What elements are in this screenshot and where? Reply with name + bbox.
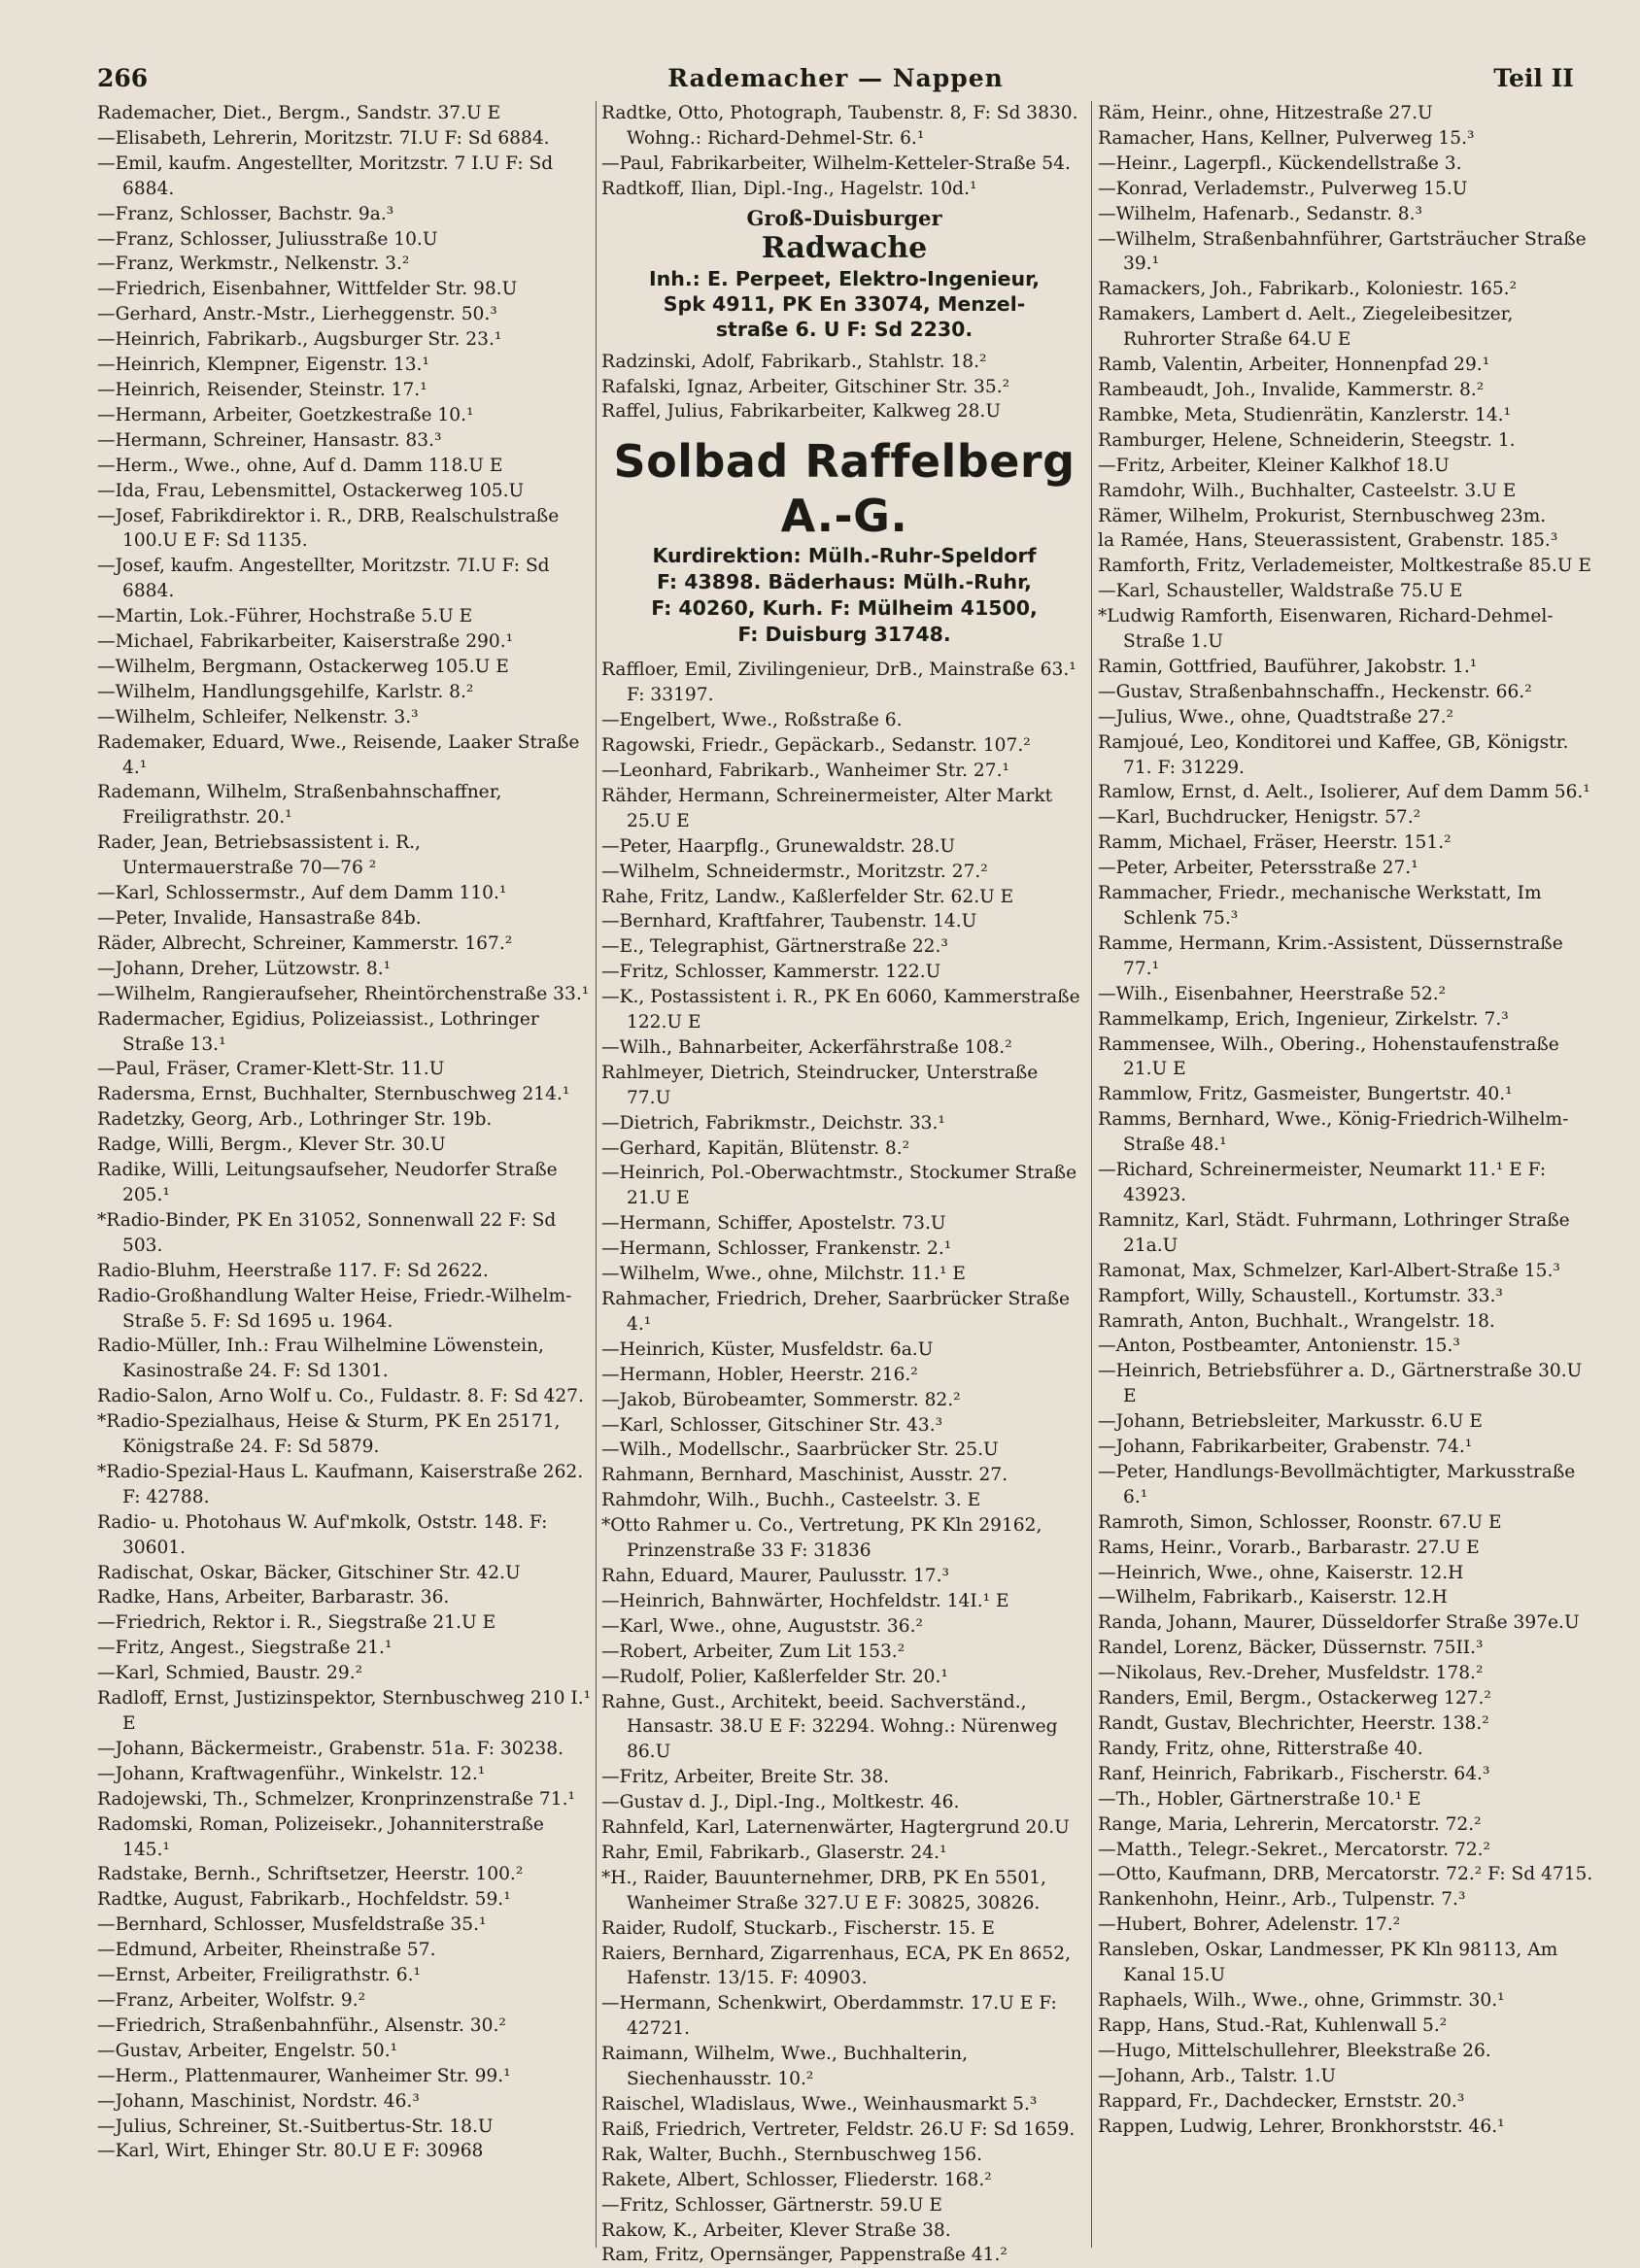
directory-entry: Ramackers, Joh., Fabrikarb., Koloniestr. 165.² <box>1098 279 1518 300</box>
ad-line: Inh.: E. Perpeet, Elektro-Ingenieur, <box>649 266 1040 290</box>
directory-entry: Rammensee, Wilh., Obering., Hohenstaufenstraße 21.U E <box>1098 1033 1559 1080</box>
directory-entry: —Johann, Dreher, Lützowstr. 8.¹ <box>97 958 392 979</box>
directory-entry: —Julius, Wwe., ohne, Quadtstraße 27.² <box>1098 706 1454 728</box>
directory-entry: Räder, Albrecht, Schreiner, Kammerstr. 167.² <box>97 932 513 954</box>
directory-entry: Ramrath, Anton, Buchhalt., Wrangelstr. 18. <box>1098 1310 1495 1332</box>
directory-entry: Ramakers, Lambert d. Aelt., Ziegeleibesitzer, Ruhrorter Straße 64.U E <box>1098 304 1514 351</box>
directory-entry: Raiß, Friedrich, Vertreter, Feldstr. 26.U F: Sd 1659. <box>601 2118 1076 2140</box>
page-number: 266 <box>97 64 149 92</box>
directory-entry: —Karl, Schlossermstr., Auf dem Damm 110.¹ <box>97 883 507 904</box>
directory-entry: —Nikolaus, Rev.-Dreher, Musfeldstr. 178.² <box>1098 1663 1484 1684</box>
directory-entry: —Johann, Bäckermeistr., Grabenstr. 51a. F: 30238. <box>97 1738 564 1759</box>
directory-entry: —Peter, Invalide, Hansastraße 84b. <box>97 908 422 929</box>
directory-entry: —Hubert, Bohrer, Adelenstr. 17.² <box>1098 1914 1401 1936</box>
directory-entry: Raischel, Wladislaus, Wwe., Weinhausmarkt 5.³ <box>601 2094 1038 2115</box>
directory-entry: —Hermann, Schiffer, Apostelstr. 73.U <box>601 1213 946 1235</box>
directory-entry: —Hermann, Schlosser, Frankenstr. 2.¹ <box>601 1238 952 1260</box>
directory-entry: —Leonhard, Fabrikarb., Wanheimer Str. 27.¹ <box>601 760 1009 781</box>
directory-entry: Ramm, Michael, Fräser, Heerstr. 151.² <box>1098 832 1452 854</box>
directory-entry: Rakete, Albert, Schlosser, Fliederstr. 168.² <box>601 2169 992 2190</box>
directory-entry: —Martin, Lok.-Führer, Hochstraße 5.U E <box>97 606 473 627</box>
directory-entry: —Fritz, Arbeiter, Breite Str. 38. <box>601 1767 890 1788</box>
directory-entry: —Hermann, Arbeiter, Goetzkestraße 10.¹ <box>97 404 474 425</box>
directory-entry: —Wilh., Eisenbahner, Heerstraße 52.² <box>1098 983 1447 1004</box>
directory-entry: —Rudolf, Polier, Kaßlerfelder Str. 20.¹ <box>601 1666 948 1687</box>
advertisement-solbad <box>601 434 1087 648</box>
directory-entry: Raider, Rudolf, Stuckarb., Fischerstr. 15. E <box>601 1917 995 1939</box>
directory-entry: Radstake, Bernh., Schriftsetzer, Heerstr. 100.² <box>97 1864 524 1885</box>
directory-entry: —Wilhelm, Bergmann, Ostackerweg 105.U E <box>97 656 509 677</box>
directory-entry: —Hermann, Schenkwirt, Oberdammstr. 17.U E F: 42721. <box>601 1993 1057 2040</box>
directory-entry: —Franz, Arbeiter, Wolfstr. 9.² <box>97 1989 366 2011</box>
directory-entry: —Hugo, Mittelschullehrer, Bleekstraße 26. <box>1098 2040 1491 2061</box>
directory-entry: —Heinrich, Fabrikarb., Augsburger Str. 23.¹ <box>97 329 502 351</box>
directory-entry: Rahne, Gust., Architekt, beeid. Sachverständ., Hansastr. 38.U E F: 32294. Wohng.: Nürenweg 86.U <box>601 1691 1058 1763</box>
directory-entry: Rahmann, Bernhard, Maschinist, Ausstr. 27. <box>601 1465 1008 1486</box>
directory-entry: Rahlmeyer, Dietrich, Steindrucker, Unterstraße 77.U <box>601 1062 1039 1108</box>
ad-line: Spk 4911, PK En 33074, Menzel- <box>663 291 1026 316</box>
directory-entry: —Heinr., Lagerpfl., Kückendellstraße 3. <box>1098 152 1462 174</box>
ad-line: F: 40260, Kurh. F: Mülheim 41500, <box>651 596 1038 621</box>
directory-entry: —Paul, Fabrikarbeiter, Wilhelm-Ketteler-Straße 54. <box>601 152 1071 174</box>
directory-entry: —Heinrich, Klempner, Eigenstr. 13.¹ <box>97 355 429 376</box>
column-divider <box>596 101 597 2248</box>
directory-entry: Rahnfeld, Karl, Laternenwärter, Hagtergrund 20.U <box>601 1817 1070 1839</box>
directory-entry: —Karl, Schausteller, Waldstraße 75.U E <box>1098 581 1463 602</box>
directory-entry: Rammelkamp, Erich, Ingenieur, Zirkelstr. 7.³ <box>1098 1008 1509 1030</box>
directory-entry: —Heinrich, Pol.-Oberwachtmstr., Stockumer Straße 21.U E <box>601 1163 1077 1209</box>
directory-entry: —Heinrich, Betriebsführer a. D., Gärtnerstraße 30.U E <box>1098 1361 1583 1407</box>
directory-entry: —Friedrich, Eisenbahner, Wittfelder Str. 98.U <box>97 279 518 300</box>
directory-entry: Rak, Walter, Buchh., Sternbuschweg 156. <box>601 2144 983 2165</box>
directory-entry: Radischat, Oskar, Bäcker, Gitschiner Str. 42.U <box>97 1562 521 1583</box>
directory-entry: —Johann, Kraftwagenführ., Winkelstr. 12.¹ <box>97 1763 486 1784</box>
directory-entry: Ramburger, Helene, Schneiderin, Steegstr. 1. <box>1098 429 1516 451</box>
directory-entry: Rampfort, Willy, Schaustell., Kortumstr. 33.³ <box>1098 1285 1503 1306</box>
directory-entry: —Ernst, Arbeiter, Freiligrathstr. 6.¹ <box>97 1965 422 1986</box>
directory-entry: Rapp, Hans, Stud.-Rat, Kuhlenwall 5.² <box>1098 2014 1448 2036</box>
directory-entry: —Konrad, Verlademstr., Pulverweg 15.U <box>1098 178 1468 199</box>
directory-entry: Raimann, Wilhelm, Wwe., Buchhalterin, Siechenhausstr. 10.² <box>601 2044 968 2090</box>
advertisement-radwache <box>601 206 1087 342</box>
directory-entry: —Karl, Wirt, Ehinger Str. 80.U E F: 30968 <box>97 2141 484 2162</box>
directory-entry: Radio-Salon, Arno Wolf u. Co., Fuldastr. 8. F: Sd 427. <box>97 1386 584 1407</box>
directory-entry: Radio-Bluhm, Heerstraße 117. F: Sd 2622. <box>97 1260 489 1281</box>
ad-line: Kurdirektion: Mülh.-Ruhr-Speldorf <box>652 544 1037 568</box>
directory-entry: *H., Raider, Bauunternehmer, DRB, PK En 5501, Wanheimer Straße 327.U E F: 30825, 30826. <box>601 1867 1046 1913</box>
column-divider <box>1091 101 1092 2248</box>
page-header <box>97 64 1574 97</box>
directory-entry: —Gerhard, Anstr.-Mstr., Lierheggenstr. 50.³ <box>97 304 497 325</box>
directory-entry: Ramme, Hermann, Krim.-Assistent, Düssernstraße 77.¹ <box>1098 932 1563 979</box>
directory-entry: Ram, Fritz, Opernsänger, Pappenstraße 41.² <box>601 2245 1008 2266</box>
directory-entry: Ramb, Valentin, Arbeiter, Honnenpfad 29.¹ <box>1098 355 1490 376</box>
directory-entry: —Wilhelm, Fabrikarb., Kaiserstr. 12.H <box>1098 1587 1448 1608</box>
directory-entry: Ramnitz, Karl, Städt. Fuhrmann, Lothringer Straße 21a.U <box>1098 1209 1570 1256</box>
directory-entry: —Fritz, Schlosser, Gärtnerstr. 59.U E <box>601 2194 943 2216</box>
directory-entry: Rademaker, Eduard, Wwe., Reisende, Laaker Straße 4.¹ <box>97 731 580 778</box>
directory-entry: Rähder, Hermann, Schreinermeister, Alter Markt 25.U E <box>601 785 1053 831</box>
directory-entry: Radio-Großhandlung Walter Heise, Friedr.-Wilhelm-Straße 5. F: Sd 1695 u. 1964. <box>97 1285 572 1332</box>
directory-entry: —Gustav d. J., Dipl.-Ing., Moltkestr. 46. <box>601 1792 960 1813</box>
directory-entry: Räm, Heinr., ohne, Hitzestraße 27.U <box>1098 103 1433 123</box>
entry-group <box>601 350 1087 425</box>
directory-entry: —Wilhelm, Hafenarb., Sedanstr. 8.³ <box>1098 203 1422 224</box>
directory-entry: Ramforth, Fritz, Verlademeister, Moltkestraße 85.U E <box>1098 556 1591 577</box>
directory-entry: —Hermann, Hobler, Heerstr. 216.² <box>601 1364 918 1385</box>
directory-entry: Radio- u. Photohaus W. Auf'mkolk, Oststr. 148. F: 30601. <box>97 1511 548 1558</box>
directory-entry: Rakow, K., Arbeiter, Klever Straße 38. <box>601 2219 951 2241</box>
directory-entry: —Edmund, Arbeiter, Rheinstraße 57. <box>97 1940 436 1961</box>
volume-part: Teil II <box>1493 64 1574 92</box>
directory-entry: Rammacher, Friedr., mechanische Werkstatt, Im Schlenk 75.³ <box>1098 883 1542 929</box>
directory-entry: —Robert, Arbeiter, Zum Lit 153.² <box>601 1641 905 1662</box>
directory-entry: —Jakob, Bürobeamter, Sommerstr. 82.² <box>601 1389 961 1410</box>
directory-entry: —Richard, Schreinermeister, Neumarkt 11.¹ E F: 43923. <box>1098 1160 1547 1205</box>
directory-entry: —Hermann, Schreiner, Hansastr. 83.³ <box>97 429 442 451</box>
directory-entry: —Friedrich, Straßenbahnführ., Alsenstr. 30.² <box>97 2014 506 2036</box>
directory-entry: —Fritz, Schlosser, Kammerstr. 122.U <box>601 962 941 983</box>
directory-entry: —Otto, Kaufmann, DRB, Mercatorstr. 72.² F: Sd 4715. <box>1098 1864 1593 1885</box>
directory-entry: —Franz, Schlosser, Bachstr. 9a.³ <box>97 203 394 224</box>
directory-entry: Raffloer, Emil, Zivilingenieur, DrB., Mainstraße 63.¹ F: 33197. <box>601 660 1076 706</box>
directory-entry: Raphaels, Wilh., Wwe., ohne, Grimmstr. 30.¹ <box>1098 1989 1505 2011</box>
ad-line: F: Duisburg 31748. <box>737 623 951 647</box>
directory-entry: —Peter, Haarpflg., Grunewaldstr. 28.U <box>601 835 956 857</box>
directory-entry: Rahr, Emil, Fabrikarb., Glaserstr. 24.¹ <box>601 1842 947 1863</box>
entry-group <box>601 658 1087 2268</box>
directory-entry: —Dietrich, Fabrikmstr., Deichstr. 33.¹ <box>601 1112 945 1134</box>
directory-entry: —Heinrich, Bahnwärter, Hochfeldstr. 14I.¹ E <box>601 1590 1009 1611</box>
directory-entry: Radke, Hans, Arbeiter, Barbarastr. 36. <box>97 1587 450 1608</box>
directory-entry: Ramms, Bernhard, Wwe., König-Friedrich-Wilhelm-Straße 48.¹ <box>1098 1109 1569 1156</box>
directory-entry: —Wilhelm, Handlungsgehilfe, Karlstr. 8.² <box>97 681 474 702</box>
directory-entry: *Otto Rahmer u. Co., Vertretung, PK Kln 29162, Prinzenstraße 33 F: 31836 <box>601 1515 1042 1562</box>
directory-entry: —E., Telegraphist, Gärtnerstraße 22.³ <box>601 936 948 958</box>
directory-entry: Ramroth, Simon, Schlosser, Roonstr. 67.U E <box>1098 1511 1502 1533</box>
directory-entry: *Radio-Binder, PK En 31052, Sonnenwall 22 F: Sd 503. <box>97 1209 557 1256</box>
directory-entry: —Johann, Arb., Talstr. 1.U <box>1098 2065 1337 2086</box>
directory-entry: Raiers, Bernhard, Zigarrenhaus, ECA, PK En 8652, Hafenstr. 13/15. F: 40903. <box>601 1943 1071 1989</box>
directory-entry: Rankenhohn, Heinr., Arb., Tulpenstr. 7.³ <box>1098 1889 1466 1911</box>
directory-entry: —Josef, kaufm. Angestellter, Moritzstr. 7I.U F: Sd 6884. <box>97 556 550 602</box>
directory-entry: Rambeaudt, Joh., Invalide, Kammerstr. 8.² <box>1098 379 1485 400</box>
directory-entry: Rahe, Fritz, Landw., Kaßlerfelder Str. 62.U E <box>601 886 1014 907</box>
directory-entry: —Michael, Fabrikarbeiter, Kaiserstraße 290.¹ <box>97 631 514 653</box>
directory-entry: —Franz, Schlosser, Juliusstraße 10.U <box>97 228 438 250</box>
directory-entry: —Fritz, Arbeiter, Kleiner Kalkhof 18.U <box>1098 455 1450 476</box>
directory-entry: —Bernhard, Kraftfahrer, Taubenstr. 14.U <box>601 911 977 932</box>
directory-entry: Radersma, Ernst, Buchhalter, Sternbuschweg 214.¹ <box>97 1084 570 1105</box>
ad-line: straße 6. U F: Sd 2230. <box>715 317 974 341</box>
ad-line: F: 43898. Bäderhaus: Mülh.-Ruhr, <box>657 570 1032 594</box>
directory-entry: —Wilh., Bahnarbeiter, Ackerfährstraße 108.² <box>601 1036 1012 1058</box>
directory-entry: —Gustav, Arbeiter, Engelstr. 50.¹ <box>97 2040 398 2061</box>
directory-entry: —Friedrich, Rektor i. R., Siegstraße 21.U E <box>97 1612 496 1634</box>
column-left <box>97 101 595 2248</box>
page-range-title: Rademacher — Nappen <box>667 64 1004 92</box>
directory-entry: Radloff, Ernst, Justizinspektor, Sternbuschweg 210 I.¹ E <box>97 1688 592 1734</box>
directory-entry: Rams, Heinr., Vorarb., Barbarastr. 27.U E <box>1098 1537 1480 1558</box>
directory-entry: Rappard, Fr., Dachdecker, Ernststr. 20.³ <box>1098 2090 1465 2112</box>
directory-entry: Ramlow, Ernst, d. Aelt., Isolierer, Auf dem Damm 56.¹ <box>1098 782 1590 803</box>
directory-entry: —Gerhard, Kapitän, Blütenstr. 8.² <box>601 1137 910 1159</box>
directory-entry: Ramacher, Hans, Kellner, Pulverweg 15.³ <box>1098 127 1475 149</box>
directory-entry: Radermacher, Egidius, Polizeiassist., Lothringer Straße 13.¹ <box>97 1008 539 1055</box>
directory-entry: —Karl, Schmied, Baustr. 29.² <box>97 1663 363 1684</box>
directory-entry: Radomski, Roman, Polizeisekr., Johanniterstraße 145.¹ <box>97 1813 544 1860</box>
ad-headline: Solbad Raffelberg A.-G. <box>613 435 1076 543</box>
directory-entry: Rämer, Wilhelm, Prokurist, Sternbuschweg 23m. <box>1098 505 1547 526</box>
ad-headline: Radwache <box>761 230 928 265</box>
directory-entry: —Wilhelm, Wwe., ohne, Milchstr. 11.¹ E <box>601 1264 966 1285</box>
directory-entry: —Wilhelm, Schneidermstr., Moritzstr. 27.² <box>601 861 988 882</box>
ad-line: Groß-Duisburger <box>746 205 942 230</box>
directory-entry: Ranf, Heinrich, Fabrikarb., Fischerstr. 64.³ <box>1098 1763 1490 1784</box>
directory-entry: Ramdohr, Wilh., Buchhalter, Casteelstr. 3.U E <box>1098 480 1517 501</box>
directory-entry: Range, Maria, Lehrerin, Mercatorstr. 72.² <box>1098 1813 1482 1835</box>
directory-entry: Randt, Gustav, Blechrichter, Heerstr. 138.² <box>1098 1713 1489 1734</box>
directory-entry: Randa, Johann, Maurer, Düsseldorfer Straße 397e.U <box>1098 1612 1580 1634</box>
directory-entry: Ramjoué, Leo, Konditorei und Kaffee, GB, Königstr. 71. F: 31229. <box>1098 731 1569 778</box>
directory-entry: —Ida, Frau, Lebensmittel, Ostackerweg 105.U <box>97 480 525 501</box>
directory-entry: Rahmdohr, Wilh., Buchh., Casteelstr. 3. E <box>601 1490 981 1511</box>
directory-entry: Radojewski, Th., Schmelzer, Kronprinzenstraße 71.¹ <box>97 1788 575 1810</box>
directory-entry: —K., Postassistent i. R., PK En 6060, Kammerstraße 122.U E <box>601 987 1080 1033</box>
directory-entry: —Heinrich, Wwe., ohne, Kaiserstr. 12.H <box>1098 1562 1464 1583</box>
directory-entry: —Paul, Fräser, Cramer-Klett-Str. 11.U <box>97 1059 445 1080</box>
directory-entry: —Franz, Werkmstr., Nelkenstr. 3.² <box>97 254 410 275</box>
directory-entry: Rambke, Meta, Studienrätin, Kanzlerstr. 14.¹ <box>1098 404 1512 425</box>
directory-entry: Rammlow, Fritz, Gasmeister, Bungertstr. 40.¹ <box>1098 1084 1513 1105</box>
directory-entry: Rademacher, Diet., Bergm., Sandstr. 37.U E <box>97 103 501 123</box>
directory-entry: —Gustav, Straßenbahnschaffn., Heckenstr. 66.² <box>1098 681 1532 702</box>
directory-entry: —Engelbert, Wwe., Roßstraße 6. <box>601 710 903 731</box>
column-right <box>1098 101 1593 2248</box>
directory-entry: —Herm., Wwe., ohne, Auf d. Damm 118.U E <box>97 455 503 476</box>
directory-entry: —Matth., Telegr.-Sekret., Mercatorstr. 72.² <box>1098 1839 1491 1860</box>
directory-entry: —Peter, Arbeiter, Petersstraße 27.¹ <box>1098 858 1418 879</box>
directory-entry: Ramonat, Max, Schmelzer, Karl-Albert-Straße 15.³ <box>1098 1260 1560 1281</box>
directory-entry: —Heinrich, Reisender, Steinstr. 17.¹ <box>97 379 427 400</box>
directory-entry: —Emil, kaufm. Angestellter, Moritzstr. 7 I.U F: Sd 6884. <box>97 152 554 199</box>
directory-entry: —Wilhelm, Straßenbahnführer, Gartsträucher Straße 39.¹ <box>1098 228 1587 275</box>
directory-entry: *Radio-Spezialhaus, Heise & Sturm, PK En 25171, Königstraße 24. F: Sd 5879. <box>97 1411 561 1458</box>
directory-entry: Randers, Emil, Bergm., Ostackerweg 127.² <box>1098 1688 1491 1709</box>
directory-entry: Radetzky, Georg, Arb., Lothringer Str. 19b. <box>97 1109 493 1131</box>
directory-entry: la Ramée, Hans, Steuerassistent, Grabenstr. 185.³ <box>1098 530 1558 552</box>
directory-entry: Ransleben, Oskar, Landmesser, PK Kln 98113, Am Kanal 15.U <box>1098 1940 1558 1986</box>
directory-entry: —Wilhelm, Rangieraufseher, Rheintörchenstraße 33.¹ <box>97 983 590 1004</box>
directory-entry: Radge, Willi, Bergm., Klever Str. 30.U <box>97 1134 446 1156</box>
directory-entry: *Radio-Spezial-Haus L. Kaufmann, Kaiserstraße 262. F: 42788. <box>97 1461 584 1507</box>
directory-entry: Rahmacher, Friedrich, Dreher, Saarbrücker Straße 4.¹ <box>601 1289 1071 1335</box>
directory-entry: —Th., Hobler, Gärtnerstraße 10.¹ E <box>1098 1788 1421 1810</box>
directory-entry: —Peter, Handlungs-Bevollmächtigter, Markusstraße 6.¹ <box>1098 1461 1576 1507</box>
directory-entry: —Johann, Betriebsleiter, Markusstr. 6.U E <box>1098 1411 1483 1433</box>
directory-entry: Ramin, Gottfried, Bauführer, Jakobstr. 1.¹ <box>1098 656 1478 677</box>
directory-entry: —Karl, Wwe., ohne, Auguststr. 36.² <box>601 1615 923 1637</box>
directory-entry: Rahn, Eduard, Maurer, Paulusstr. 17.³ <box>601 1565 949 1586</box>
column-middle <box>601 101 1087 2266</box>
directory-entry: Ragowski, Friedr., Gepäckarb., Sedanstr. 107.² <box>601 735 1031 757</box>
directory-entry: Radzinski, Adolf, Fabrikarb., Stahlstr. 18.² <box>601 351 987 372</box>
directory-entry: —Anton, Postbeamter, Antonienstr. 15.³ <box>1098 1336 1460 1357</box>
directory-entry: —Herm., Plattenmaurer, Wanheimer Str. 99.¹ <box>97 2065 511 2086</box>
directory-entry: Rappen, Ludwig, Lehrer, Bronkhorststr. 46.¹ <box>1098 2116 1505 2137</box>
directory-entry: Rafalski, Ignaz, Arbeiter, Gitschiner Str. 35.² <box>601 376 1010 397</box>
directory-entry: Radtke, August, Fabrikarb., Hochfeldstr. 59.¹ <box>97 1889 511 1911</box>
directory-entry: Radtke, Otto, Photograph, Taubenstr. 8, F: Sd 3830. Wohng.: Richard-Dehmel-Str. 6.¹ <box>601 103 1078 149</box>
directory-entry: —Johann, Fabrikarbeiter, Grabenstr. 74.¹ <box>1098 1437 1473 1458</box>
directory-entry: Rader, Jean, Betriebsassistent i. R., Untermauerstraße 70—76 ² <box>97 832 421 879</box>
directory-entry: —Johann, Maschinist, Nordstr. 46.³ <box>97 2090 420 2112</box>
directory-entry: Randel, Lorenz, Bäcker, Düssernstr. 75II.³ <box>1098 1638 1484 1659</box>
entry-group <box>601 101 1087 202</box>
directory-entry: —Josef, Fabrikdirektor i. R., DRB, Realschulstraße 100.U E F: Sd 1135. <box>97 505 560 552</box>
directory-entry: —Karl, Schlosser, Gitschiner Str. 43.³ <box>601 1414 943 1436</box>
directory-entry: —Elisabeth, Lehrerin, Moritzstr. 7I.U F: Sd 6884. <box>97 127 550 149</box>
directory-entry: —Karl, Buchdrucker, Henigstr. 57.² <box>1098 807 1421 829</box>
directory-entry: Rademann, Wilhelm, Straßenbahnschaffner, Freiligrathstr. 20.¹ <box>97 782 502 829</box>
directory-entry: —Fritz, Angest., Siegstraße 21.¹ <box>97 1638 393 1659</box>
directory-entry: Radio-Müller, Inh.: Frau Wilhelmine Löwenstein, Kasinostraße 24. F: Sd 1301. <box>97 1336 544 1382</box>
directory-entry: Raffel, Julius, Fabrikarbeiter, Kalkweg 28.U <box>601 401 1002 423</box>
directory-entry: Radike, Willi, Leitungsaufseher, Neudorfer Straße 205.¹ <box>97 1160 558 1205</box>
directory-entry: —Wilhelm, Schleifer, Nelkenstr. 3.³ <box>97 706 419 728</box>
directory-entry: *Ludwig Ramforth, Eisenwaren, Richard-Dehmel-Straße 1.U <box>1098 606 1554 653</box>
directory-entry: Radtkoff, Ilian, Dipl.-Ing., Hagelstr. 10d.¹ <box>601 178 977 199</box>
directory-entry: —Julius, Schreiner, St.-Suitbertus-Str. 18.U <box>97 2116 494 2137</box>
directory-entry: —Wilh., Modellschr., Saarbrücker Str. 25.U <box>601 1439 999 1461</box>
directory-entry: —Bernhard, Schlosser, Musfeldstraße 35.¹ <box>97 1914 487 1936</box>
directory-entry: Randy, Fritz, ohne, Ritterstraße 40. <box>1098 1738 1423 1759</box>
directory-entry: —Heinrich, Küster, Musfeldstr. 6a.U <box>601 1338 934 1360</box>
